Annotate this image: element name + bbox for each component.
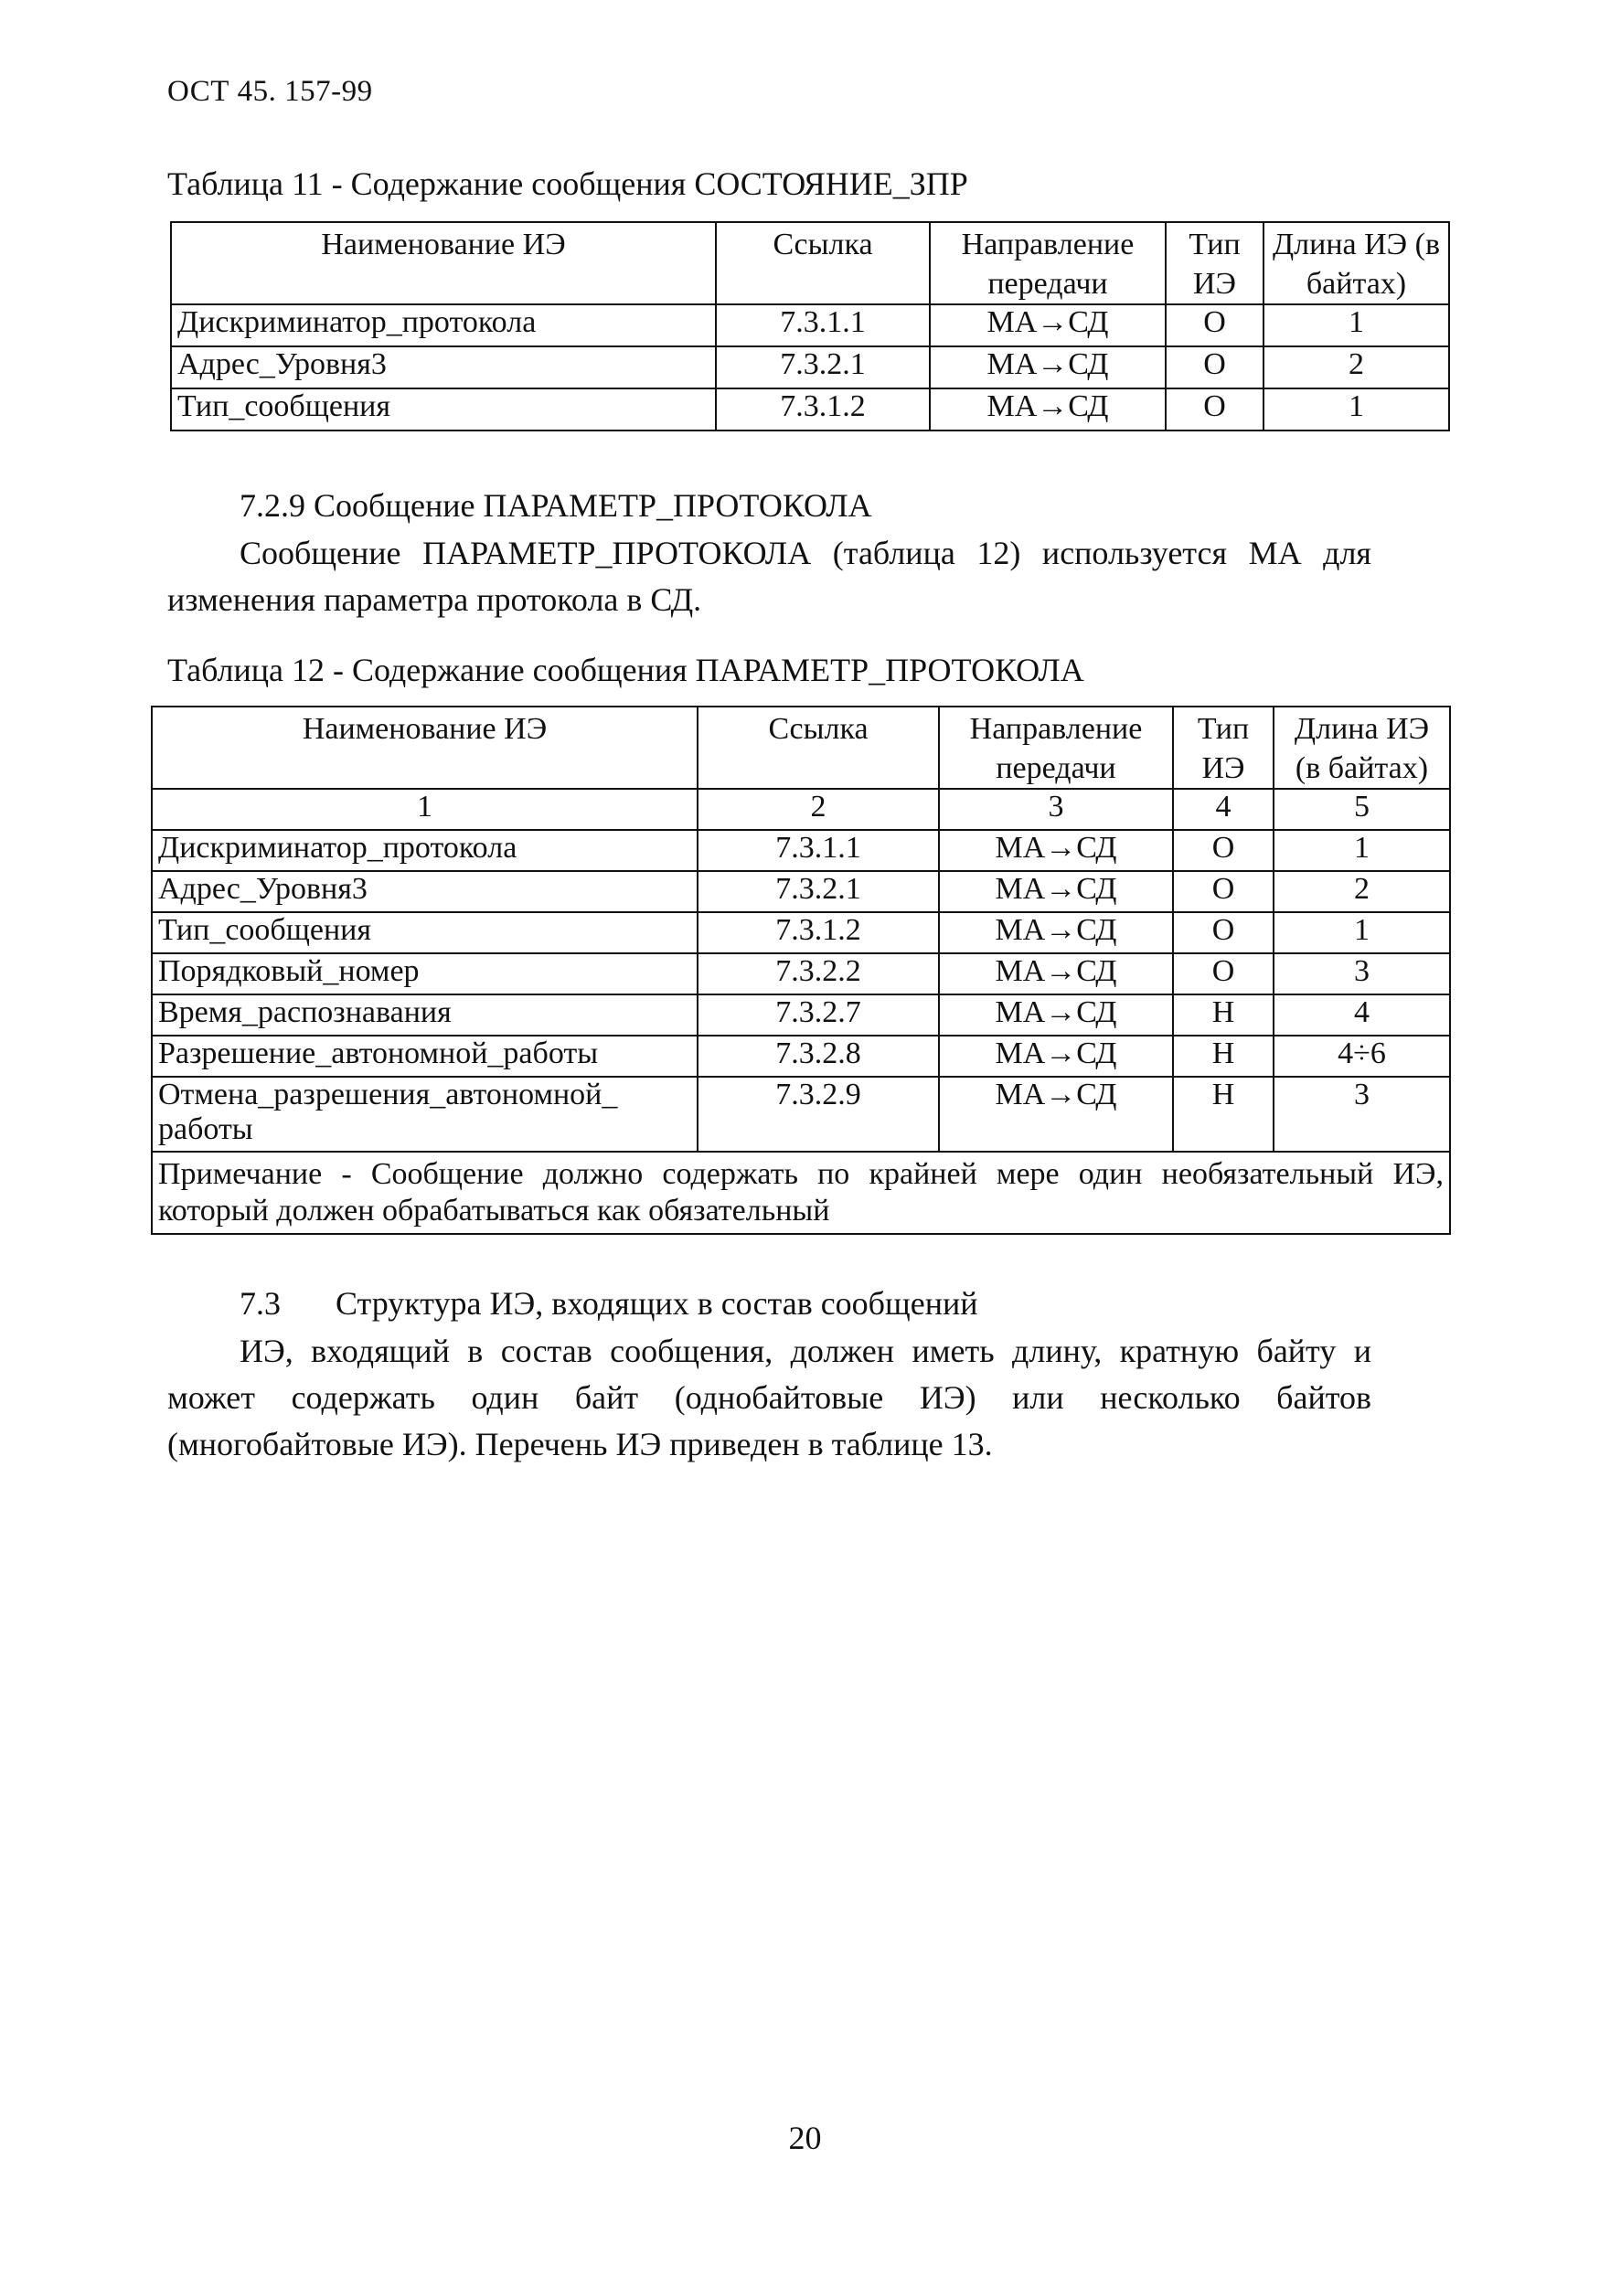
cell-direction: МА→СД (939, 830, 1173, 871)
cell-reference: 7.3.1.1 (698, 830, 939, 871)
table-12-column-numbers-row (152, 789, 1450, 830)
cell-reference: 7.3.2.1 (698, 871, 939, 912)
table-row (152, 994, 1450, 1036)
cell-length: 2 (1263, 346, 1449, 388)
cell-direction: МА→СД (939, 1036, 1173, 1077)
cell-name: Разрешение_автономной_работы (152, 1036, 698, 1077)
cell-length: 1 (1274, 912, 1450, 953)
col-header-direction: Направление передачи (939, 707, 1173, 789)
col-header-direction: Направление передачи (930, 222, 1166, 304)
cell-type: О (1166, 388, 1263, 430)
cell-reference: 7.3.2.9 (698, 1077, 939, 1152)
section-7-2-9-heading: 7.2.9 Сообщение ПАРАМЕТР_ПРОТОКОЛА (240, 487, 872, 524)
section-7-2-9-paragraph (167, 530, 1371, 623)
cell-name: Время_распознавания (152, 994, 698, 1036)
cell-length: 1 (1274, 830, 1450, 871)
col-number: 4 (1173, 789, 1274, 830)
table-12-note: Примечание - Сообщение должно содержать по крайней мере один необязательный ИЭ, который должен обрабатываться как обязательный (152, 1152, 1450, 1234)
table-row (152, 830, 1450, 871)
col-number: 2 (698, 789, 939, 830)
cell-type: О (1173, 912, 1274, 953)
table-11-header-row (171, 222, 1449, 304)
cell-reference: 7.3.1.2 (716, 388, 930, 430)
table-row (152, 1077, 1450, 1152)
cell-type: О (1166, 304, 1263, 346)
table-12-caption: Таблица 12 - Содержание сообщения ПАРАМЕТР_ПРОТОКОЛА (167, 652, 1084, 688)
cell-direction: МА→СД (939, 994, 1173, 1036)
cell-direction: МА→СД (939, 1077, 1173, 1152)
cell-direction: МА→СД (930, 304, 1166, 346)
table-row (171, 388, 1449, 430)
table-row (152, 953, 1450, 994)
col-header-name: Наименование ИЭ (171, 222, 716, 304)
col-header-type: Тип ИЭ (1166, 222, 1263, 304)
cell-reference: 7.3.2.7 (698, 994, 939, 1036)
cell-direction: МА→СД (930, 346, 1166, 388)
col-number: 5 (1274, 789, 1450, 830)
cell-name: Адрес_Уровня3 (152, 871, 698, 912)
col-header-length: Длина ИЭ (в байтах) (1263, 222, 1449, 304)
cell-type: О (1173, 830, 1274, 871)
table-row (152, 1036, 1450, 1077)
cell-type: Н (1173, 1077, 1274, 1152)
table-12-note-row (152, 1152, 1450, 1234)
cell-name: Дискриминатор_протокола (171, 304, 716, 346)
cell-direction: МА→СД (939, 953, 1173, 994)
cell-name: Тип_сообщения (171, 388, 716, 430)
section-7-2-9-text: Сообщение ПАРАМЕТР_ПРОТОКОЛА (таблица 12) используется МА для изменения параметра протокола в СД. (167, 535, 1371, 618)
col-header-length: Длина ИЭ (в байтах) (1274, 707, 1450, 789)
cell-reference: 7.3.2.8 (698, 1036, 939, 1077)
cell-type: Н (1173, 1036, 1274, 1077)
cell-type: О (1166, 346, 1263, 388)
section-7-3-title: Структура ИЭ, входящих в состав сообщений (336, 1285, 978, 1322)
table-11-caption: Таблица 11 - Содержание сообщения СОСТОЯНИЕ_ЗПР (167, 165, 968, 202)
cell-name: Порядковый_номер (152, 953, 698, 994)
section-7-3-number: 7.3 (240, 1285, 281, 1322)
cell-length: 4÷6 (1274, 1036, 1450, 1077)
section-7-3-heading (240, 1284, 978, 1323)
document-header: ОСТ 45. 157-99 (167, 75, 373, 108)
table-12 (151, 706, 1451, 1235)
table-row (171, 304, 1449, 346)
col-header-reference: Ссылка (698, 707, 939, 789)
cell-direction: МА→СД (939, 912, 1173, 953)
table-row (152, 871, 1450, 912)
col-header-name: Наименование ИЭ (152, 707, 698, 789)
cell-name: Отмена_разрешения_автономной_ работы (152, 1077, 698, 1152)
col-number: 1 (152, 789, 698, 830)
table-12-header-row (152, 707, 1450, 789)
col-number: 3 (939, 789, 1173, 830)
table-row (171, 346, 1449, 388)
section-7-3-text: ИЭ, входящий в состав сообщения, должен иметь длину, кратную байту и может содержать один байт (однобайтовые ИЭ) или несколько байтов (многобайтовые ИЭ). Перечень ИЭ приведен в таблице 13. (167, 1333, 1371, 1462)
cell-name: Дискриминатор_протокола (152, 830, 698, 871)
cell-type: О (1173, 953, 1274, 994)
cell-direction: МА→СД (939, 871, 1173, 912)
cell-length: 1 (1263, 304, 1449, 346)
page-number: 20 (788, 2120, 822, 2156)
cell-length: 2 (1274, 871, 1450, 912)
cell-type: Н (1173, 994, 1274, 1036)
section-7-3-paragraph (167, 1328, 1371, 1468)
table-row (152, 912, 1450, 953)
col-header-type: Тип ИЭ (1173, 707, 1274, 789)
cell-reference: 7.3.1.1 (716, 304, 930, 346)
cell-length: 1 (1263, 388, 1449, 430)
cell-reference: 7.3.2.2 (698, 953, 939, 994)
table-11 (170, 221, 1450, 431)
cell-name: Тип_сообщения (152, 912, 698, 953)
cell-reference: 7.3.1.2 (698, 912, 939, 953)
cell-type: О (1173, 871, 1274, 912)
cell-direction: МА→СД (930, 388, 1166, 430)
cell-length: 4 (1274, 994, 1450, 1036)
cell-reference: 7.3.2.1 (716, 346, 930, 388)
col-header-reference: Ссылка (716, 222, 930, 304)
cell-length: 3 (1274, 1077, 1450, 1152)
cell-length: 3 (1274, 953, 1450, 994)
cell-name: Адрес_Уровня3 (171, 346, 716, 388)
